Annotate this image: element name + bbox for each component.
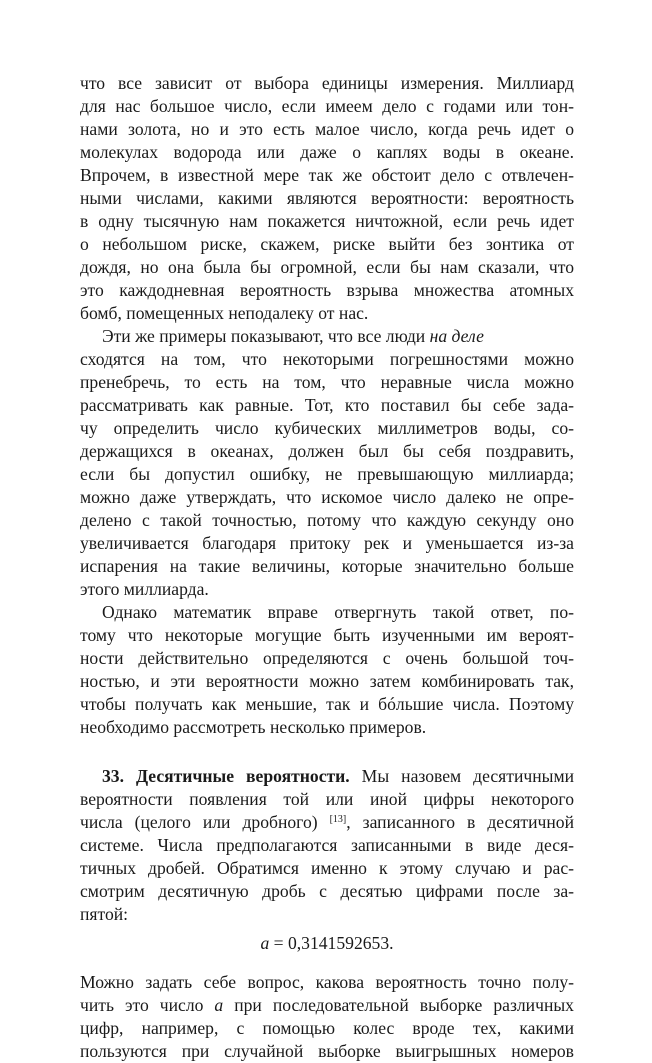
text-line: Однако математик вправе отвергнуть такой ответ, по- [102, 602, 574, 622]
page-text [80, 72, 574, 1063]
text-line: чу определить число кубических миллиметров воды, со- [80, 418, 574, 438]
italic-phrase: на деле [429, 326, 484, 346]
text-line: держащихся в океанах, должен был бы себя поздравить, [80, 441, 574, 461]
formula-value: = 0,3141592653. [269, 933, 394, 953]
text-line: системе. Числа предполагаются записанными в виде деся- [80, 835, 574, 855]
text-line: необходимо рассмотреть несколько примеров. [80, 717, 427, 737]
text-line: Впрочем, в известной мере так же обстоит дело с отвлечен- [80, 165, 574, 185]
text-line: нами золота, но и это есть малое число, когда речь идет о [80, 119, 574, 139]
text-line: вероятности появления той или иной цифры некоторого [80, 789, 574, 809]
paragraph-5 [80, 971, 574, 1063]
section-33 [80, 765, 574, 926]
text-line: смотрим десятичную дробь с десятью цифрами после за- [80, 881, 574, 901]
text-line: рассматривать как равные. Тот, кто поставил бы себе зада- [80, 395, 574, 415]
paragraph-3 [80, 601, 574, 739]
text-line: ными числами, какими являются вероятности: вероятность [80, 188, 574, 208]
text-line: сходятся на том, что некоторыми погрешностями можно [80, 349, 574, 369]
text-line: цифр, например, с помощью колес вроде тех, какими [80, 1018, 574, 1038]
text-line: бомб, помещенных неподалеку от нас. [80, 303, 369, 323]
text-line: тому что некоторые могущие быть изученными им вероят- [80, 625, 574, 645]
text-line: о небольшом риске, скажем, риске выйти без зонтика от [80, 234, 574, 254]
text-line [80, 994, 574, 1017]
italic-variable: a [214, 995, 224, 1015]
text-line: испарения на такие величины, которые значительно больше [80, 556, 574, 576]
text-run: Мы назовем десятичными [349, 766, 574, 786]
text-line [80, 325, 574, 348]
text-line: Можно задать себе вопрос, какова вероятность точно полу- [80, 972, 574, 992]
text-line: тичных дробей. Обратимся именно к этому случаю и рас- [80, 858, 574, 878]
text-line: ностью, и эти вероятности можно затем комбинировать так, [80, 671, 574, 691]
text-line: можно даже утверждать, что искомое число далеко не опре- [80, 487, 574, 507]
text-run: Эти же примеры показывают, что все люди [102, 326, 430, 346]
text-line: увеличивается благодаря притоку рек и уменьшается из-за [80, 533, 574, 553]
paragraph-2 [80, 325, 574, 601]
text-line: пятой: [80, 904, 129, 924]
text-line: пренебречь, то есть на том, что неравные числа можно [80, 372, 574, 392]
footnote-reference: [13] [329, 814, 347, 825]
text-line: для нас большое число, если имеем дело с годами или тон- [80, 96, 574, 116]
text-line: молекулах водорода или даже о каплях воды в океане. [80, 142, 574, 162]
text-line: дождя, но она была бы огромной, если бы нам сказали, что [80, 257, 574, 277]
text-line [80, 811, 574, 834]
text-line: если бы допустил ошибку, не превышающую миллиарда; [80, 464, 574, 484]
paragraph-1 [80, 72, 574, 325]
formula-variable: a [260, 933, 270, 953]
text-line: в одну тысячную нам покажется ничтожной, если речь идет [80, 211, 574, 231]
text-line: ности действительно определяются с очень большой точ- [80, 648, 574, 668]
text-line: делено с такой точностью, потому что каждую секунду оно [80, 510, 574, 530]
text-run: , записанного в десятичной [346, 812, 574, 832]
text-line: чтобы получать как меньшие, так и бóльшие числа. Поэтому [80, 694, 574, 714]
text-run: при последовательной выборке различных [234, 995, 574, 1015]
text-run: чить это число [80, 995, 215, 1015]
text-line [80, 765, 574, 788]
text-line: пользуются при случайной выборке выигрышных номеров [80, 1041, 574, 1061]
text-line: что все зависит от выбора единицы измерения. Миллиард [80, 73, 574, 93]
text-line: этого миллиарда. [80, 579, 209, 599]
text-run: числа (целого или дробного) [80, 812, 330, 832]
text-line: это каждодневная вероятность взрыва множества атомных [80, 280, 574, 300]
formula [80, 932, 574, 955]
section-heading: 33. Десятичные вероятности. [102, 766, 350, 786]
